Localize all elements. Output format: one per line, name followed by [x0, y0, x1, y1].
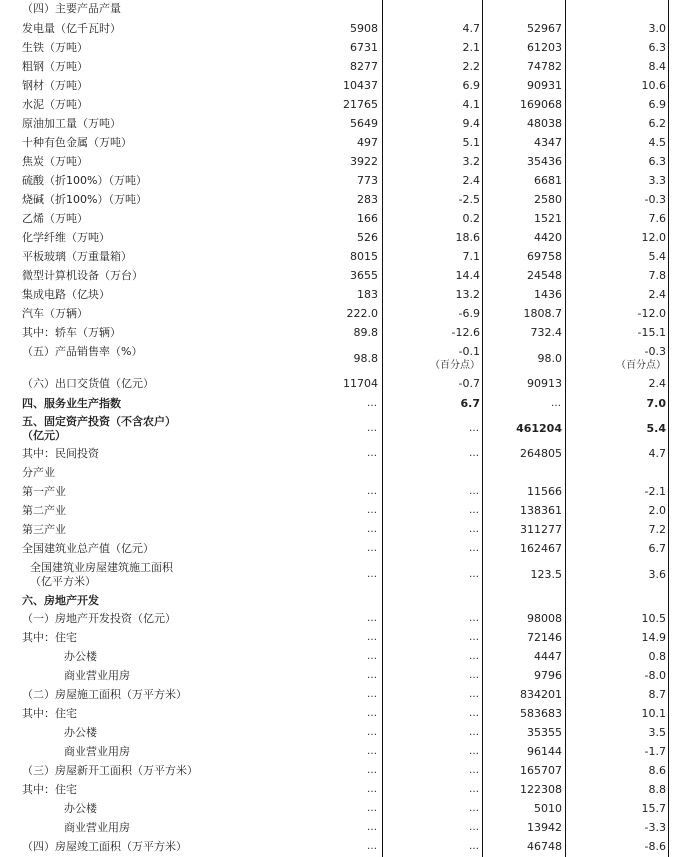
growth-month: …: [469, 569, 480, 580]
value-cumulative: 9796: [534, 669, 562, 682]
row-label: 商业营业用房: [64, 745, 130, 758]
growth-month: …: [469, 822, 480, 833]
row-label: 钢材（万吨）: [22, 79, 88, 92]
growth-cumulative: 8.4: [648, 60, 666, 73]
growth-cumulative: 7.8: [648, 269, 666, 282]
value-month: …: [367, 505, 378, 516]
value-cumulative: 311277: [520, 523, 562, 536]
growth-month: …: [469, 765, 480, 776]
value-month: …: [367, 689, 378, 700]
growth-cumulative: 6.3: [648, 41, 666, 54]
value-cumulative: 90931: [527, 79, 562, 92]
row-label-line2: （亿元）: [22, 429, 66, 442]
growth-cumulative: -3.3: [644, 821, 666, 834]
growth-cumulative: -8.6: [644, 840, 666, 853]
value-cumulative: 4347: [534, 136, 562, 149]
growth-cumulative: 8.8: [648, 783, 666, 796]
row-label: （四）主要产品产量: [22, 2, 121, 15]
growth-cumulative: 6.3: [648, 155, 666, 168]
growth-month: -0.7: [458, 377, 480, 390]
value-cumulative: 2580: [534, 193, 562, 206]
growth-cumulative: 5.4: [648, 250, 666, 263]
growth-cumulative: -0.3: [644, 193, 666, 206]
row-label: 焦炭（万吨）: [22, 155, 88, 168]
value-cumulative: 165707: [520, 764, 562, 777]
value-cumulative: 96144: [527, 745, 562, 758]
growth-cumulative: 2.4: [648, 377, 666, 390]
row-label: 商业营业用房: [64, 669, 130, 682]
value-month: 8015: [350, 250, 378, 263]
value-cumulative: 13942: [527, 821, 562, 834]
value-cumulative: 90913: [527, 377, 562, 390]
row-label: 办公楼: [64, 726, 97, 739]
row-label: 全国建筑业总产值（亿元）: [22, 542, 154, 555]
value-cumulative: 72146: [527, 631, 562, 644]
growth-month: -2.5: [458, 193, 480, 206]
row-label: 粗钢（万吨）: [22, 60, 88, 73]
value-cumulative: 264805: [520, 447, 562, 460]
growth-month: -6.9: [458, 307, 480, 320]
growth-cumulative: -8.0: [644, 669, 666, 682]
growth-month: 2.4: [462, 174, 480, 187]
value-cumulative: 169068: [520, 98, 562, 111]
row-label: 十种有色金属（万吨）: [22, 136, 132, 149]
value-month: 89.8: [353, 326, 378, 339]
row-label: 汽车（万辆）: [22, 307, 88, 320]
row-label: 生铁（万吨）: [22, 41, 88, 54]
growth-month: 7.1: [462, 250, 480, 263]
value-month: …: [367, 486, 378, 497]
row-label: 第一产业: [22, 485, 66, 498]
growth-month: -0.1: [458, 345, 480, 358]
value-month: 283: [357, 193, 378, 206]
column-divider: [668, 0, 669, 857]
growth-cumulative: 3.5: [648, 726, 666, 739]
value-month: 526: [357, 231, 378, 244]
row-label: 其中：民间投资: [22, 447, 99, 460]
growth-month: …: [469, 423, 480, 434]
value-cumulative: 52967: [527, 22, 562, 35]
growth-cumulative: 8.6: [648, 764, 666, 777]
growth-cumulative: 4.7: [648, 447, 666, 460]
row-label: 五、固定资产投资（不含农户）: [22, 415, 176, 428]
growth-month: …: [469, 841, 480, 852]
value-month: 3922: [350, 155, 378, 168]
growth-month: …: [469, 543, 480, 554]
value-month: 497: [357, 136, 378, 149]
value-cumulative: 61203: [527, 41, 562, 54]
growth-cumulative: 3.6: [648, 568, 666, 581]
row-label: （五）产品销售率（%）: [22, 345, 143, 358]
value-month: …: [367, 765, 378, 776]
value-month: …: [367, 613, 378, 624]
value-month: 21765: [343, 98, 378, 111]
growth-cumulative: 6.2: [648, 117, 666, 130]
row-label: 办公楼: [64, 650, 97, 663]
value-cumulative: 123.5: [530, 568, 562, 581]
row-label: 乙烯（万吨）: [22, 212, 88, 225]
value-month: 166: [357, 212, 378, 225]
value-cumulative: 1436: [534, 288, 562, 301]
growth-month: 9.4: [462, 117, 480, 130]
row-label: （一）房地产开发投资（亿元）: [22, 612, 176, 625]
value-cumulative: 5010: [534, 802, 562, 815]
growth-cumulative: 2.0: [648, 504, 666, 517]
growth-month: …: [469, 689, 480, 700]
value-month: 3655: [350, 269, 378, 282]
growth-cumulative-unit: （百分点）: [616, 360, 666, 371]
value-month: …: [367, 651, 378, 662]
value-cumulative: 162467: [520, 542, 562, 555]
value-cumulative: 6681: [534, 174, 562, 187]
value-cumulative: 98008: [527, 612, 562, 625]
growth-month: …: [469, 784, 480, 795]
row-label: 微型计算机设备（万台）: [22, 269, 143, 282]
value-cumulative: 46748: [527, 840, 562, 853]
row-label: 其中：住宅: [22, 631, 77, 644]
row-label: 四、服务业生产指数: [22, 397, 121, 410]
growth-month: 5.1: [462, 136, 480, 149]
growth-cumulative: 4.5: [648, 136, 666, 149]
value-month: …: [367, 543, 378, 554]
growth-month: 2.1: [462, 41, 480, 54]
value-month: 11704: [343, 377, 378, 390]
growth-month: …: [469, 803, 480, 814]
growth-cumulative: -1.7: [644, 745, 666, 758]
growth-cumulative: 14.9: [641, 631, 666, 644]
growth-cumulative: 5.4: [646, 422, 666, 435]
value-month: …: [367, 398, 378, 409]
growth-month: …: [469, 708, 480, 719]
value-month: 8277: [350, 60, 378, 73]
value-month: …: [367, 822, 378, 833]
row-label: 硫酸（折100%）（万吨）: [22, 174, 147, 187]
growth-cumulative: -2.1: [644, 485, 666, 498]
value-month: …: [367, 670, 378, 681]
value-cumulative: 74782: [527, 60, 562, 73]
growth-cumulative: 0.8: [648, 650, 666, 663]
value-cumulative: 834201: [520, 688, 562, 701]
row-label: 其中：轿车（万辆）: [22, 326, 121, 339]
value-month: …: [367, 423, 378, 434]
row-label: 六、房地产开发: [22, 594, 99, 607]
row-label: （三）房屋新开工面积（万平方米）: [22, 764, 198, 777]
value-month: …: [367, 746, 378, 757]
value-cumulative: 11566: [527, 485, 562, 498]
growth-cumulative: -15.1: [637, 326, 666, 339]
value-cumulative: 4447: [534, 650, 562, 663]
growth-month: …: [469, 486, 480, 497]
growth-month: …: [469, 727, 480, 738]
growth-cumulative: 10.6: [641, 79, 666, 92]
growth-cumulative: 6.9: [648, 98, 666, 111]
value-cumulative: 48038: [527, 117, 562, 130]
growth-cumulative: 15.7: [641, 802, 666, 815]
row-label-line2: （亿平方米）: [30, 575, 96, 588]
value-cumulative: 69758: [527, 250, 562, 263]
row-label: 全国建筑业房屋建筑施工面积: [30, 561, 173, 574]
value-month: …: [367, 784, 378, 795]
value-month: 183: [357, 288, 378, 301]
value-month: 10437: [343, 79, 378, 92]
growth-cumulative: 7.6: [648, 212, 666, 225]
growth-month: 18.6: [455, 231, 480, 244]
row-label: （六）出口交货值（亿元）: [22, 377, 154, 390]
growth-month: 3.2: [462, 155, 480, 168]
value-month: 5908: [350, 22, 378, 35]
growth-cumulative: 6.7: [648, 542, 666, 555]
value-month: …: [367, 448, 378, 459]
value-month: …: [367, 569, 378, 580]
row-label: 平板玻璃（万重量箱）: [22, 250, 132, 263]
value-cumulative: …: [551, 398, 562, 409]
value-cumulative: 4420: [534, 231, 562, 244]
row-label: 烧碱（折100%）（万吨）: [22, 193, 147, 206]
value-month: …: [367, 803, 378, 814]
growth-cumulative: 10.5: [641, 612, 666, 625]
value-month: 222.0: [346, 307, 378, 320]
row-label: 化学纤维（万吨）: [22, 231, 110, 244]
value-month: …: [367, 632, 378, 643]
growth-cumulative: 2.4: [648, 288, 666, 301]
growth-month: …: [469, 505, 480, 516]
row-label: 第二产业: [22, 504, 66, 517]
growth-month: 2.2: [462, 60, 480, 73]
row-label: 水泥（万吨）: [22, 98, 88, 111]
row-label: 商业营业用房: [64, 821, 130, 834]
value-cumulative: 461204: [516, 422, 562, 435]
value-month: …: [367, 727, 378, 738]
value-month: …: [367, 708, 378, 719]
growth-month: 0.2: [462, 212, 480, 225]
row-label: 办公楼: [64, 802, 97, 815]
row-label: 集成电路（亿块）: [22, 288, 110, 301]
value-month: 6731: [350, 41, 378, 54]
value-month: …: [367, 524, 378, 535]
row-label: 原油加工量（万吨）: [22, 117, 121, 130]
growth-month: -12.6: [451, 326, 480, 339]
growth-cumulative: 7.2: [648, 523, 666, 536]
value-cumulative: 35355: [527, 726, 562, 739]
row-label: 其中：住宅: [22, 707, 77, 720]
value-month: 773: [357, 174, 378, 187]
growth-cumulative: 8.7: [648, 688, 666, 701]
value-cumulative: 98.0: [537, 352, 562, 365]
growth-cumulative: 7.0: [646, 397, 666, 410]
growth-month: …: [469, 448, 480, 459]
growth-month: 6.9: [462, 79, 480, 92]
value-month: 5649: [350, 117, 378, 130]
row-label: 第三产业: [22, 523, 66, 536]
growth-cumulative: 12.0: [641, 231, 666, 244]
growth-month: 4.1: [462, 98, 480, 111]
value-cumulative: 122308: [520, 783, 562, 796]
growth-month: …: [469, 746, 480, 757]
growth-month: …: [469, 613, 480, 624]
growth-cumulative: 3.0: [648, 22, 666, 35]
row-label: 其中：住宅: [22, 783, 77, 796]
value-cumulative: 1808.7: [523, 307, 562, 320]
value-month: 98.8: [353, 352, 378, 365]
growth-cumulative: 3.3: [648, 174, 666, 187]
value-cumulative: 35436: [527, 155, 562, 168]
growth-month: …: [469, 651, 480, 662]
growth-month: 14.4: [455, 269, 480, 282]
growth-month-unit: （百分点）: [430, 360, 480, 371]
growth-month: …: [469, 524, 480, 535]
row-label: 发电量（亿千瓦时）: [22, 22, 121, 35]
row-label: （四）房屋竣工面积（万平方米）: [22, 840, 187, 853]
value-month: …: [367, 841, 378, 852]
row-label: （二）房屋施工面积（万平方米）: [22, 688, 187, 701]
growth-month: …: [469, 632, 480, 643]
growth-month: …: [469, 670, 480, 681]
value-cumulative: 732.4: [530, 326, 562, 339]
growth-cumulative: -12.0: [637, 307, 666, 320]
value-cumulative: 138361: [520, 504, 562, 517]
growth-cumulative: 10.1: [641, 707, 666, 720]
growth-month: 4.7: [462, 22, 480, 35]
growth-month: 13.2: [455, 288, 480, 301]
growth-month: 6.7: [460, 397, 480, 410]
column-divider: [565, 0, 566, 857]
growth-cumulative: -0.3: [644, 345, 666, 358]
value-cumulative: 24548: [527, 269, 562, 282]
row-label: 分产业: [22, 466, 55, 479]
value-cumulative: 1521: [534, 212, 562, 225]
value-cumulative: 583683: [520, 707, 562, 720]
